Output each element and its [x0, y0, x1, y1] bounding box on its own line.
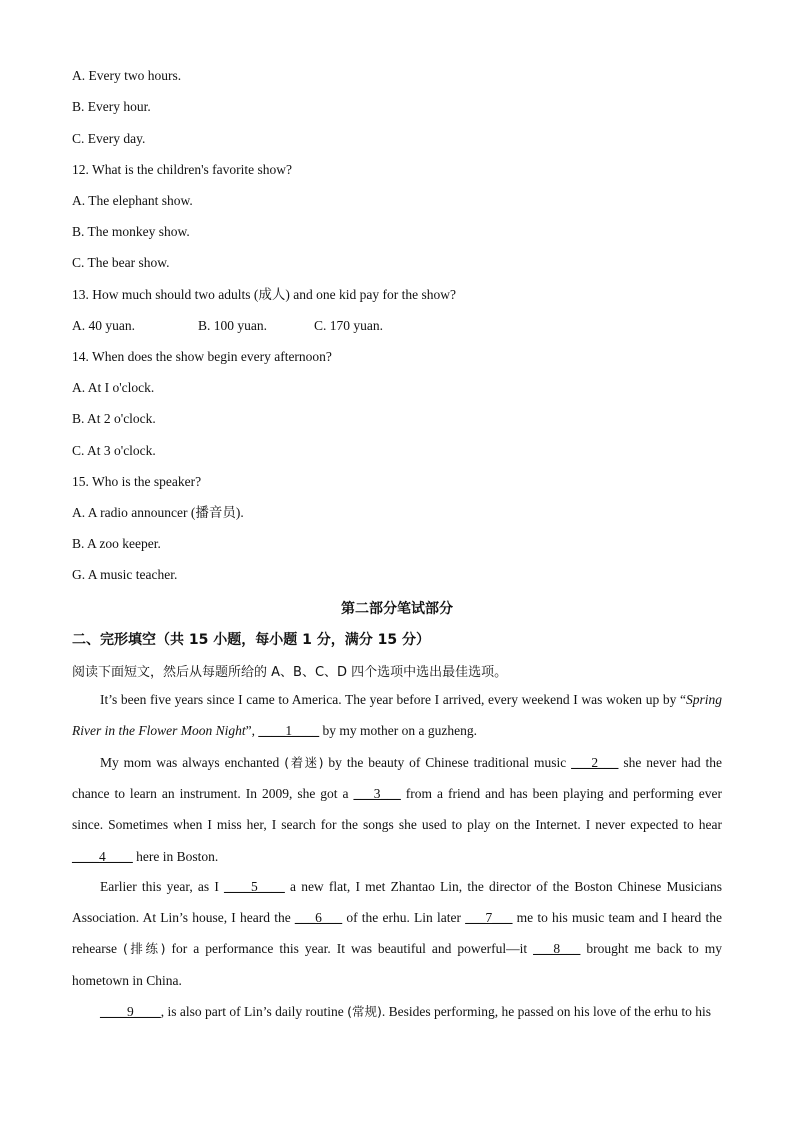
q14-option-a: A. At I o'clock.	[72, 380, 155, 395]
q13-option-b: B. 100 yuan.	[198, 318, 267, 333]
blank-9[interactable]: ____9____	[100, 1004, 161, 1019]
q15-question: 15. Who is the speaker?	[72, 474, 202, 489]
q14-question: 14. When does the show begin every afternoon?	[72, 349, 332, 364]
q13-option-a: A. 40 yuan.	[72, 318, 135, 333]
section-title: 第二部分笔试部分	[341, 601, 453, 617]
q13-question: 13. How much should two adults (成人) and one kid pay for the show?	[72, 287, 456, 302]
song-title: Spring River in the Flower Moon Night	[72, 692, 722, 739]
q15-option-b: B. A zoo keeper.	[72, 536, 161, 551]
q12-option-c: C. The bear show.	[72, 255, 170, 270]
blank-7[interactable]: ___7___	[465, 910, 513, 926]
chinese-gloss: (常规)	[347, 1004, 382, 1019]
part-heading: 二、完形填空（共 15 小题，每小题 1 分，满分 15 分）	[72, 632, 430, 648]
q12-option-b: B. The monkey show.	[72, 224, 190, 239]
q12-option-a: A. The elephant show.	[72, 193, 193, 208]
passage-paragraph-3	[72, 871, 722, 996]
passage-text: here in Boston.	[132, 848, 219, 864]
chinese-gloss: (排练)	[122, 941, 166, 957]
blank-6[interactable]: ___6___	[294, 910, 343, 926]
q15-option-c: G. A music teacher.	[72, 567, 178, 582]
passage-text: from a friend and has been playing and performing ever since. Sometimes when I miss her, I search for the songs she used to play on the Internet. I never expected to hear	[72, 786, 722, 833]
instruction-text: 阅读下面短文，然后从每题所给的 A、B、C、D 四个选项中选出最佳选项。	[72, 665, 508, 680]
passage-text: Earlier this year, as I	[100, 879, 225, 894]
passage-text: by the beauty of Chinese traditional music	[323, 755, 572, 770]
passage-text: , is also part of Lin’s daily routine	[160, 1004, 348, 1019]
passage-text: ”,	[245, 723, 259, 739]
blank-4[interactable]: ____4____	[72, 848, 133, 864]
passage-text: a new flat, I met Zhantao Lin, the director of the Boston Chinese Musicians Association. At Lin’s house, I heard the	[72, 879, 722, 926]
q11-option-c: C. Every day.	[72, 131, 146, 146]
passage-text: My mom was always enchanted	[100, 755, 285, 770]
q13-option-c: C. 170 yuan.	[314, 318, 383, 333]
passage-text: me to his music team and I heard the rehearse	[72, 910, 722, 957]
blank-2[interactable]: ___2___	[571, 755, 619, 770]
chinese-gloss: (着迷)	[284, 755, 324, 770]
q13-options	[72, 318, 383, 334]
passage-text: of the erhu. Lin later	[342, 910, 466, 926]
passage-text: for a performance this year. It was beautiful and powerful—it	[165, 941, 534, 957]
blank-1[interactable]: ____1____	[258, 723, 320, 739]
q11-option-a: A. Every two hours.	[72, 68, 182, 83]
passage-paragraph-4	[72, 996, 722, 1027]
blank-5[interactable]: ____5____	[224, 879, 285, 894]
passage-paragraph-2	[72, 747, 722, 872]
passage-text: It’s been five years since I came to America. The year before I arrived, every weekend I was woken up by “	[100, 692, 686, 707]
blank-8[interactable]: ___8___	[533, 941, 581, 957]
q11-option-b: B. Every hour.	[72, 99, 151, 114]
passage-text: brought me back to my hometown in China.	[72, 941, 722, 988]
passage-paragraph-1	[72, 684, 722, 746]
q14-option-b: B. At 2 o'clock.	[72, 411, 156, 426]
q12-question: 12. What is the children's favorite show?	[72, 162, 293, 177]
passage-text: she never had the chance to learn an instrument. In 2009, she got a	[72, 755, 722, 802]
passage-text: . Besides performing, he passed on his love of the erhu to his	[381, 1004, 712, 1019]
q14-option-c: C. At 3 o'clock.	[72, 443, 156, 458]
passage-text: by my mother on a guzheng.	[319, 723, 477, 739]
q15-option-a: A. A radio announcer (播音员).	[72, 505, 244, 520]
blank-3[interactable]: ___3___	[353, 786, 401, 802]
